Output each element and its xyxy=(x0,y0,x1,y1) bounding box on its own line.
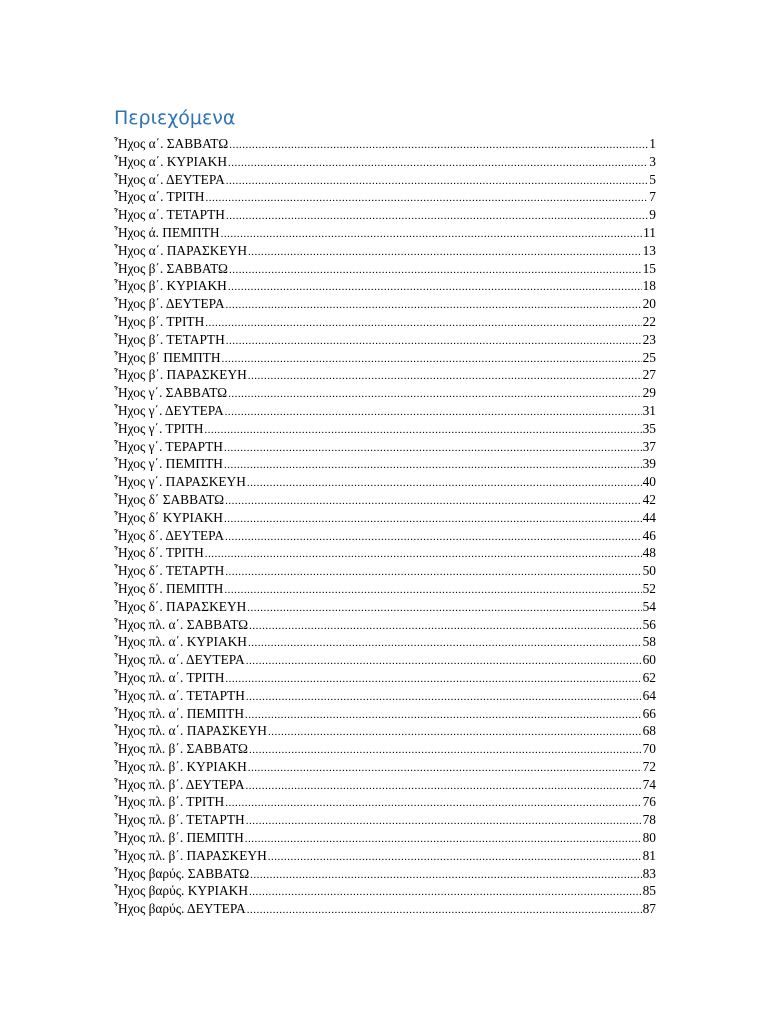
toc-entry[interactable] xyxy=(114,581,656,599)
toc-entry-label: Ἦχος πλ. β΄. ΚΥΡΙΑΚΗ xyxy=(114,758,247,774)
toc-entry[interactable] xyxy=(114,296,656,314)
toc-entry[interactable] xyxy=(114,154,656,172)
toc-entry-label: Ἦχος δ΄ ΚΥΡΙΑΚΗ xyxy=(114,509,223,525)
toc-dot-leader xyxy=(245,709,642,721)
toc-entry-label: Ἦχος πλ. β΄. ΤΡΙΤΗ xyxy=(114,794,225,810)
toc-entry-label: Ἦχος β΄. ΣΑΒΒΑΤΩ xyxy=(114,260,228,276)
toc-entry-page-number: 46 xyxy=(642,527,656,543)
toc-entry[interactable] xyxy=(114,688,656,706)
toc-entry-page-number: 11 xyxy=(643,224,656,240)
toc-entry-label: Ἦχος γ΄. ΤΕΡΑΡΤΗ xyxy=(114,438,223,454)
toc-entry[interactable] xyxy=(114,136,656,154)
toc-entry-page-number: 81 xyxy=(642,847,656,863)
toc-entry[interactable] xyxy=(114,759,656,777)
toc-entry-page-number: 83 xyxy=(642,865,656,881)
toc-entry[interactable] xyxy=(114,403,656,421)
toc-entry-page-number: 9 xyxy=(649,207,656,223)
toc-entry-page-number: 3 xyxy=(649,153,656,169)
toc-dot-leader xyxy=(224,442,642,454)
toc-entry-page-number: 74 xyxy=(642,776,656,792)
toc-dot-leader xyxy=(249,886,642,898)
toc-entry-page-number: 66 xyxy=(642,705,656,721)
toc-entry[interactable] xyxy=(114,901,656,919)
toc-entry-label: Ἦχος βαρύς. ΣΑΒΒΑΤΩ xyxy=(114,865,250,881)
toc-entry-page-number: 58 xyxy=(642,634,656,650)
toc-entry-page-number: 37 xyxy=(642,438,656,454)
toc-dot-leader xyxy=(228,388,642,400)
toc-entry[interactable] xyxy=(114,421,656,439)
toc-entry-label: Ἦχος πλ. β΄. ΔΕΥΤΕΡΑ xyxy=(114,776,245,792)
toc-entry-label: Ἦχος πλ. α΄. ΤΕΤΑΡΤΗ xyxy=(114,687,245,703)
toc-entry-label: Ἦχος πλ. β΄. ΠΕΜΠΤΗ xyxy=(114,830,244,846)
toc-dot-leader xyxy=(225,495,641,507)
toc-entry[interactable] xyxy=(114,652,656,670)
toc-dot-leader xyxy=(246,780,642,792)
toc-entry-label: Ἦχος γ΄. ΣΑΒΒΑΤΩ xyxy=(114,385,228,401)
toc-entry-label: Ἦχος δ΄. ΤΕΤΑΡΤΗ xyxy=(114,563,225,579)
toc-entry-label: Ἦχος β΄. ΚΥΡΙΑΚΗ xyxy=(114,278,227,294)
toc-entry-page-number: 7 xyxy=(649,189,656,205)
toc-entry[interactable] xyxy=(114,510,656,528)
toc-entry[interactable] xyxy=(114,634,656,652)
toc-entry[interactable] xyxy=(114,617,656,635)
toc-entry-page-number: 68 xyxy=(642,723,656,739)
toc-entry[interactable] xyxy=(114,332,656,350)
toc-entry-label: Ἦχος δ΄. ΠΕΜΠΤΗ xyxy=(114,580,224,596)
toc-entry-page-number: 80 xyxy=(642,830,656,846)
toc-entry[interactable] xyxy=(114,741,656,759)
toc-dot-leader xyxy=(221,228,643,240)
toc-dot-leader xyxy=(248,370,642,382)
toc-entry-page-number: 15 xyxy=(642,260,656,276)
toc-entry-label: Ἦχος πλ. α΄. ΠΑΡΑΣΚΕΥΗ xyxy=(114,723,267,739)
toc-entry-label: Ἦχος γ΄. ΠΑΡΑΣΚΕΥΗ xyxy=(114,474,246,490)
toc-entry[interactable] xyxy=(114,172,656,190)
toc-entry-page-number: 23 xyxy=(642,331,656,347)
toc-list xyxy=(114,136,656,919)
toc-dot-leader xyxy=(204,424,641,436)
toc-dot-leader xyxy=(248,246,642,258)
toc-entry-page-number: 52 xyxy=(642,580,656,596)
toc-entry-label: Ἦχος β΄. ΠΑΡΑΣΚΕΥΗ xyxy=(114,367,247,383)
toc-entry[interactable] xyxy=(114,492,656,510)
toc-dot-leader xyxy=(248,637,642,649)
toc-dot-leader xyxy=(226,210,648,222)
toc-entry[interactable] xyxy=(114,385,656,403)
toc-dot-leader xyxy=(222,353,642,365)
toc-dot-leader xyxy=(225,531,642,543)
toc-entry-page-number: 76 xyxy=(642,794,656,810)
toc-entry-page-number: 1 xyxy=(649,136,656,151)
toc-entry[interactable] xyxy=(114,670,656,688)
toc-entry-page-number: 50 xyxy=(642,563,656,579)
toc-entry-page-number: 29 xyxy=(642,385,656,401)
toc-entry[interactable] xyxy=(114,278,656,296)
toc-entry[interactable] xyxy=(114,456,656,474)
toc-dot-leader xyxy=(249,744,642,756)
toc-entry-label: Ἦχος β΄ ΠΕΜΠΤΗ xyxy=(114,349,221,365)
toc-entry-label: Ἦχος α΄. ΚΥΡΙΑΚΗ xyxy=(114,153,228,169)
toc-dot-leader xyxy=(245,833,642,845)
toc-entry[interactable] xyxy=(114,474,656,492)
toc-entry-label: Ἦχος α΄. ΔΕΥΤΕΡΑ xyxy=(114,171,225,187)
toc-entry-page-number: 35 xyxy=(642,420,656,436)
toc-entry-label: Ἦχος α΄. ΣΑΒΒΑΤΩ xyxy=(114,136,229,151)
toc-entry-page-number: 54 xyxy=(642,598,656,614)
toc-entry[interactable] xyxy=(114,848,656,866)
toc-entry-label: Ἦχος γ΄. ΤΡΙΤΗ xyxy=(114,420,204,436)
toc-entry[interactable] xyxy=(114,812,656,830)
toc-entry-label: Ἦχος βαρύς. ΔΕΥΤΕΡΑ xyxy=(114,901,246,917)
toc-entry-label: Ἦχος δ΄. ΤΡΙΤΗ xyxy=(114,545,204,561)
toc-dot-leader xyxy=(228,157,648,169)
toc-entry-page-number: 5 xyxy=(649,171,656,187)
toc-entry[interactable] xyxy=(114,830,656,848)
toc-entry-label: Ἦχος πλ. α΄. ΚΥΡΙΑΚΗ xyxy=(114,634,247,650)
toc-dot-leader xyxy=(249,620,641,632)
toc-entry[interactable] xyxy=(114,225,656,243)
toc-dot-leader xyxy=(247,477,642,489)
toc-entry[interactable] xyxy=(114,189,656,207)
toc-entry-label: Ἦχος πλ. β΄. ΤΕΤΑΡΤΗ xyxy=(114,812,245,828)
toc-entry[interactable] xyxy=(114,314,656,332)
toc-entry-page-number: 78 xyxy=(642,812,656,828)
toc-entry-label: Ἦχος β΄. ΤΕΤΑΡΤΗ xyxy=(114,331,225,347)
toc-dot-leader xyxy=(225,673,641,685)
toc-entry[interactable] xyxy=(114,243,656,261)
toc-entry[interactable] xyxy=(114,866,656,884)
toc-entry-label: Ἦχος γ΄. ΔΕΥΤΕΡΑ xyxy=(114,402,224,418)
toc-entry-label: Ἦχος δ΄. ΔΕΥΤΕΡΑ xyxy=(114,527,225,543)
toc-entry-label: Ἦχος ά. ΠΕΜΠΤΗ xyxy=(114,224,220,240)
toc-entry-page-number: 62 xyxy=(642,669,656,685)
toc-dot-leader xyxy=(246,815,642,827)
toc-entry[interactable] xyxy=(114,545,656,563)
toc-entry[interactable] xyxy=(114,350,656,368)
toc-entry[interactable] xyxy=(114,723,656,741)
toc-entry-page-number: 42 xyxy=(642,491,656,507)
toc-dot-leader xyxy=(226,299,642,311)
toc-entry-label: Ἦχος δ΄. ΠΑΡΑΣΚΕΥΗ xyxy=(114,598,247,614)
toc-entry-page-number: 64 xyxy=(642,687,656,703)
toc-entry-page-number: 27 xyxy=(642,367,656,383)
toc-entry-label: Ἦχος πλ. α΄. ΠΕΜΠΤΗ xyxy=(114,705,244,721)
toc-dot-leader xyxy=(246,691,642,703)
toc-entry-page-number: 18 xyxy=(642,278,656,294)
toc-dot-leader xyxy=(268,726,642,738)
toc-dot-leader xyxy=(205,317,641,329)
toc-entry-page-number: 22 xyxy=(642,313,656,329)
toc-entry-page-number: 56 xyxy=(642,616,656,632)
toc-entry-page-number: 85 xyxy=(642,883,656,899)
toc-entry-page-number: 87 xyxy=(642,901,656,917)
toc-entry-label: Ἦχος β΄. ΔΕΥΤΕΡΑ xyxy=(114,296,225,312)
toc-entry-page-number: 72 xyxy=(642,758,656,774)
toc-dot-leader xyxy=(225,406,642,418)
toc-entry-label: Ἦχος β΄. ΤΡΙΤΗ xyxy=(114,313,205,329)
toc-entry[interactable] xyxy=(114,777,656,795)
toc-dot-leader xyxy=(224,459,642,471)
toc-entry-page-number: 25 xyxy=(642,349,656,365)
toc-entry[interactable] xyxy=(114,261,656,279)
toc-dot-leader xyxy=(226,335,642,347)
toc-entry-label: Ἦχος α΄. ΤΡΙΤΗ xyxy=(114,189,205,205)
toc-entry-label: Ἦχος πλ. α΄. ΣΑΒΒΑΤΩ xyxy=(114,616,249,632)
toc-entry-label: Ἦχος πλ. β΄. ΣΑΒΒΑΤΩ xyxy=(114,741,248,757)
toc-entry-page-number: 70 xyxy=(642,741,656,757)
toc-dot-leader xyxy=(250,869,641,881)
toc-dot-leader xyxy=(228,281,642,293)
toc-entry-page-number: 39 xyxy=(642,456,656,472)
toc-entry-page-number: 44 xyxy=(642,509,656,525)
toc-entry-label: Ἦχος πλ. α΄. ΤΡΙΤΗ xyxy=(114,669,225,685)
toc-dot-leader xyxy=(229,139,648,151)
toc-entry-page-number: 40 xyxy=(642,474,656,490)
toc-entry-page-number: 20 xyxy=(642,296,656,312)
toc-entry-page-number: 60 xyxy=(642,652,656,668)
toc-dot-leader xyxy=(225,797,641,809)
toc-entry-label: Ἦχος α΄. ΤΕΤΑΡΤΗ xyxy=(114,207,225,223)
toc-entry[interactable] xyxy=(114,528,656,546)
toc-entry[interactable] xyxy=(114,207,656,225)
toc-entry[interactable] xyxy=(114,706,656,724)
toc-dot-leader xyxy=(247,602,641,614)
toc-entry[interactable] xyxy=(114,883,656,901)
toc-entry-label: Ἦχος α΄. ΠΑΡΑΣΚΕΥΗ xyxy=(114,242,247,258)
toc-entry-label: Ἦχος δ΄ ΣΑΒΒΑΤΩ xyxy=(114,491,225,507)
toc-entry-page-number: 13 xyxy=(642,242,656,258)
toc-entry-page-number: 31 xyxy=(642,402,656,418)
toc-dot-leader xyxy=(246,655,642,667)
toc-dot-leader xyxy=(224,513,642,525)
toc-entry[interactable] xyxy=(114,794,656,812)
toc-entry-label: Ἦχος πλ. β΄. ΠΑΡΑΣΚΕΥΗ xyxy=(114,847,267,863)
toc-entry[interactable] xyxy=(114,599,656,617)
toc-dot-leader xyxy=(225,566,641,578)
toc-title: Περιεχόμενα xyxy=(114,107,236,129)
toc-dot-leader xyxy=(205,192,648,204)
toc-dot-leader xyxy=(268,851,642,863)
toc-entry[interactable] xyxy=(114,563,656,581)
toc-entry-page-number: 48 xyxy=(642,545,656,561)
toc-dot-leader xyxy=(247,904,642,916)
toc-dot-leader xyxy=(226,175,649,187)
toc-entry[interactable] xyxy=(114,367,656,385)
toc-entry-label: Ἦχος βαρύς. ΚΥΡΙΑΚΗ xyxy=(114,883,248,899)
toc-dot-leader xyxy=(248,762,642,774)
toc-entry-label: Ἦχος πλ. α΄. ΔΕΥΤΕΡΑ xyxy=(114,652,245,668)
toc-dot-leader xyxy=(229,264,642,276)
toc-entry[interactable] xyxy=(114,439,656,457)
toc-dot-leader xyxy=(224,584,641,596)
toc-dot-leader xyxy=(205,548,642,560)
toc-entry-label: Ἦχος γ΄. ΠΕΜΠΤΗ xyxy=(114,456,223,472)
